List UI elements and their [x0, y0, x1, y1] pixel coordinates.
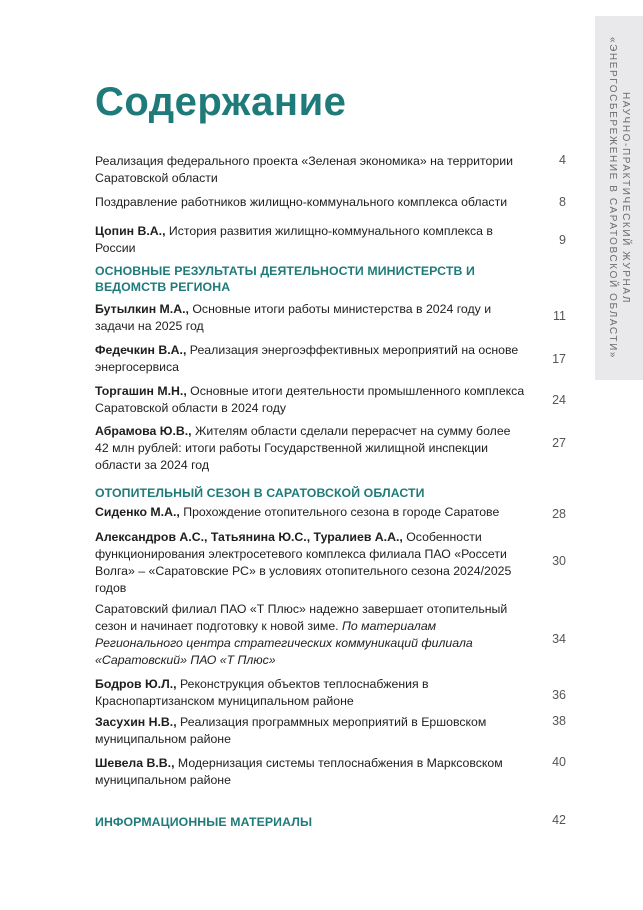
- page-number: 17: [552, 352, 566, 366]
- entry-author: Федечкин В.А.,: [95, 343, 187, 357]
- entry-title: Прохождение отопительного сезона в городе Саратове: [179, 505, 500, 519]
- entry-author: Александров А.С., Татьянина Ю.С., Туралиев А.А.,: [95, 530, 403, 544]
- toc-entry[interactable]: [95, 223, 525, 257]
- toc-entry[interactable]: [95, 755, 525, 789]
- entry-author: Засухин Н.В.,: [95, 715, 177, 729]
- page-number: 8: [559, 195, 566, 209]
- toc-entry[interactable]: [95, 714, 525, 748]
- page-number: 28: [552, 507, 566, 521]
- toc-entry[interactable]: [95, 423, 525, 474]
- entry-title: Особенности функционирования электросетевого комплекса филиала ПАО «Россети Волга» – «Саратовские РС» в условиях отопительного сезона 2024/2025 годов: [95, 530, 512, 595]
- entry-title: Основные итоги деятельности промышленного комплекса Саратовской области в 2024 году: [95, 384, 525, 415]
- entry-title: Саратовский филиал ПАО «Т Плюс» надежно завершает отопительный сезон и начинает подготовку к новой зиме.: [95, 602, 508, 633]
- entry-title: История развития жилищно-коммунального комплекса в России: [95, 224, 493, 255]
- page-number: 38: [552, 714, 566, 728]
- page-number: 24: [552, 393, 566, 407]
- page-number: 27: [552, 436, 566, 450]
- page-title: Содержание: [95, 80, 347, 124]
- section-heading[interactable]: ОСНОВНЫЕ РЕЗУЛЬТАТЫ ДЕЯТЕЛЬНОСТИ МИНИСТЕРСТВ И ВЕДОМСТВ РЕГИОНА: [95, 264, 475, 294]
- section-heading[interactable]: ИНФОРМАЦИОННЫЕ МАТЕРИАЛЫ: [95, 815, 313, 829]
- entry-title: Модернизация системы теплоснабжения в Марксовском муниципальном районе: [95, 756, 503, 787]
- toc-entry[interactable]: [95, 676, 525, 710]
- toc-entry[interactable]: [95, 342, 525, 376]
- entry-author: Бодров Ю.Л.,: [95, 677, 177, 691]
- toc-entry[interactable]: [95, 529, 525, 597]
- page-number: 9: [559, 233, 566, 247]
- entry-author: Цопин В.А.,: [95, 224, 166, 238]
- entry-author: Бутылкин М.А.,: [95, 302, 189, 316]
- page-number: 11: [553, 309, 566, 323]
- toc-entry[interactable]: [95, 153, 525, 187]
- journal-title: «ЭНЕРГОСБЕРЕЖЕНИЕ В САРАТОВСКОЙ ОБЛАСТИ»: [607, 36, 618, 360]
- entry-title: Основные итоги работы министерства в 2024 году и задачи на 2025 год: [95, 302, 492, 333]
- entry-title: Реконструкция объектов теплоснабжения в Краснопартизанском муниципальном районе: [95, 677, 429, 708]
- entry-author: Абрамова Ю.В.,: [95, 424, 192, 438]
- page-number: 36: [552, 688, 566, 702]
- toc-entry[interactable]: [95, 504, 525, 521]
- page-number: 30: [552, 554, 566, 568]
- page-number: 4: [559, 153, 566, 167]
- toc-entry[interactable]: [95, 194, 525, 211]
- entry-author: Сиденко М.А.,: [95, 505, 180, 519]
- toc-entry[interactable]: [95, 601, 525, 669]
- toc-entry[interactable]: [95, 383, 525, 417]
- entry-title: Жителям области сделали перерасчет на сумму более 42 млн рублей: итоги работы Государственной жилищной инспекции области за 2024 год: [95, 424, 511, 472]
- page-number: 34: [552, 632, 566, 646]
- entry-title: Реализация энергоэффективных мероприятий на основе энергосервиса: [95, 343, 519, 374]
- entry-source: По материалам Регионального центра стратегических коммуникаций филиала «Саратовский» ПАО «Т Плюс»: [95, 619, 473, 667]
- journal-type: НАУЧНО-ПРАКТИЧЕСКИЙ ЖУРНАЛ: [620, 91, 631, 305]
- page-number: 42: [552, 813, 566, 827]
- section-heading[interactable]: ОТОПИТЕЛЬНЫЙ СЕЗОН В САРАТОВСКОЙ ОБЛАСТИ: [95, 486, 425, 500]
- page-number: 40: [552, 755, 566, 769]
- toc-entry[interactable]: [95, 301, 525, 335]
- entry-title: Реализация программных мероприятий в Ершовском муниципальном районе: [95, 715, 487, 746]
- entry-title: Реализация федерального проекта «Зеленая экономика» на территории Саратовской области: [95, 154, 513, 185]
- entry-author: Шевела В.В.,: [95, 756, 175, 770]
- entry-title: Поздравление работников жилищно-коммунального комплекса области: [95, 195, 508, 209]
- entry-author: Торгашин М.Н.,: [95, 384, 187, 398]
